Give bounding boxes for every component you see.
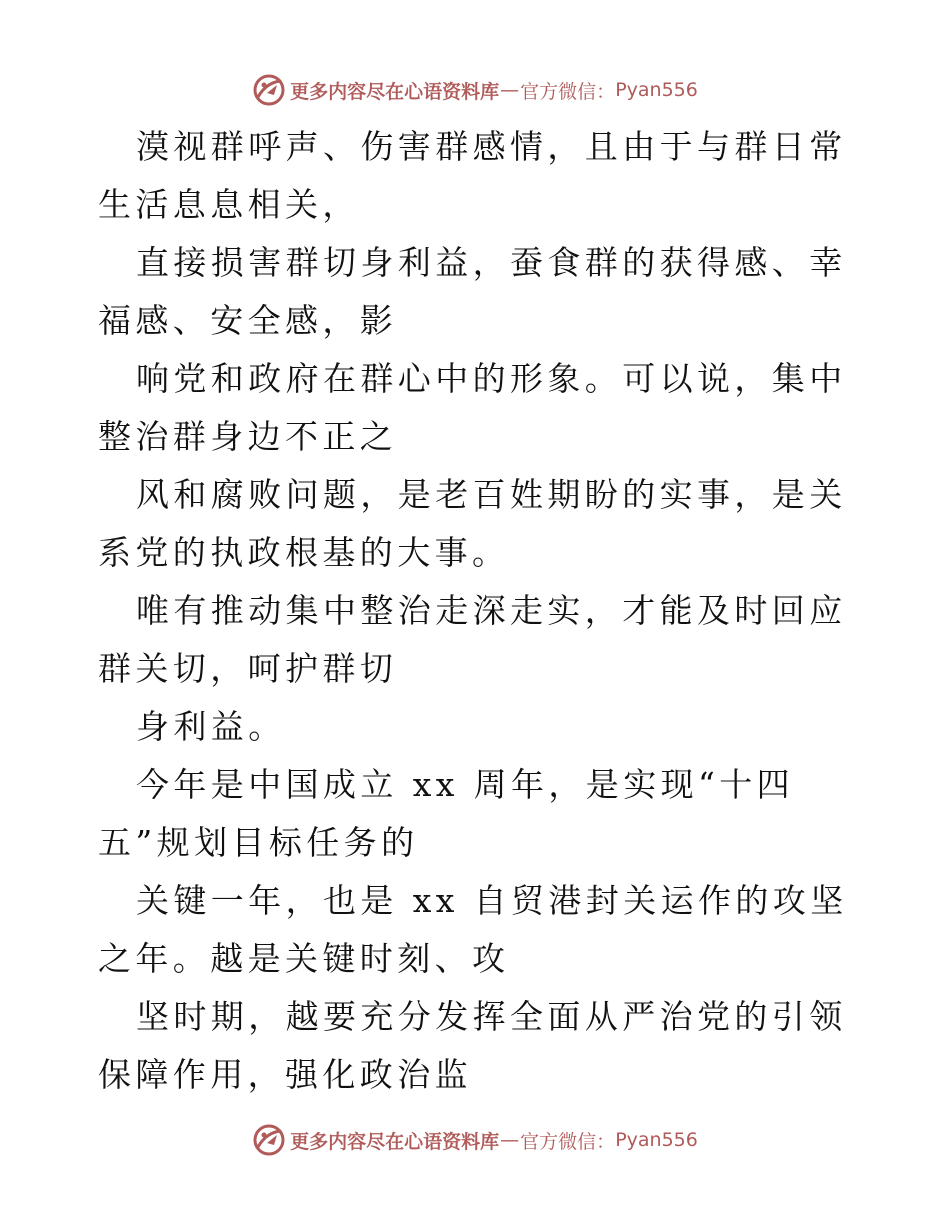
paragraph: 身利益。 [136,707,286,746]
header-dash: — [500,79,520,101]
header-wechat-handle: Pyan556 [615,79,698,101]
paragraph: 风和腐败问题，是老百姓期盼的实事，是关系党的执政根基的大事。 [98,475,847,572]
footer-wechat-handle: Pyan556 [615,1129,698,1151]
paragraph: 直接损害群切身利益，蚕食群的获得感、幸福感、安全感，影 [98,243,847,340]
paragraph: 响党和政府在群心中的形象。可以说，集中整治群身边不正之 [98,359,847,456]
pen-logo-icon [252,1123,286,1157]
footer-site-text: 更多内容尽在心语资料库 [290,1130,500,1153]
paragraph: 唯有推动集中整治走深走实，才能及时回应群关切，呵护群切 [98,591,847,688]
footer-wechat-label: 官方微信： [520,1130,616,1153]
header-wechat-label: 官方微信： [520,80,616,103]
header-watermark [0,70,950,110]
header-site-text: 更多内容尽在心语资料库 [290,80,500,103]
document-body [98,118,858,1104]
footer-dash: — [500,1129,520,1151]
pen-logo-icon [252,73,286,107]
paragraph: 今年是中国成立 xx 周年，是实现“十四五”规划目标任务的 [98,765,795,862]
paragraph: 关键一年，也是 xx 自贸港封关运作的攻坚之年。越是关键时刻、攻 [98,881,848,978]
paragraph: 坚时期，越要充分发挥全面从严治党的引领保障作用，强化政治监 [98,997,847,1094]
paragraph: 漠视群呼声、伤害群感情，且由于与群日常生活息息相关， [98,127,847,224]
footer-watermark [0,1120,950,1160]
